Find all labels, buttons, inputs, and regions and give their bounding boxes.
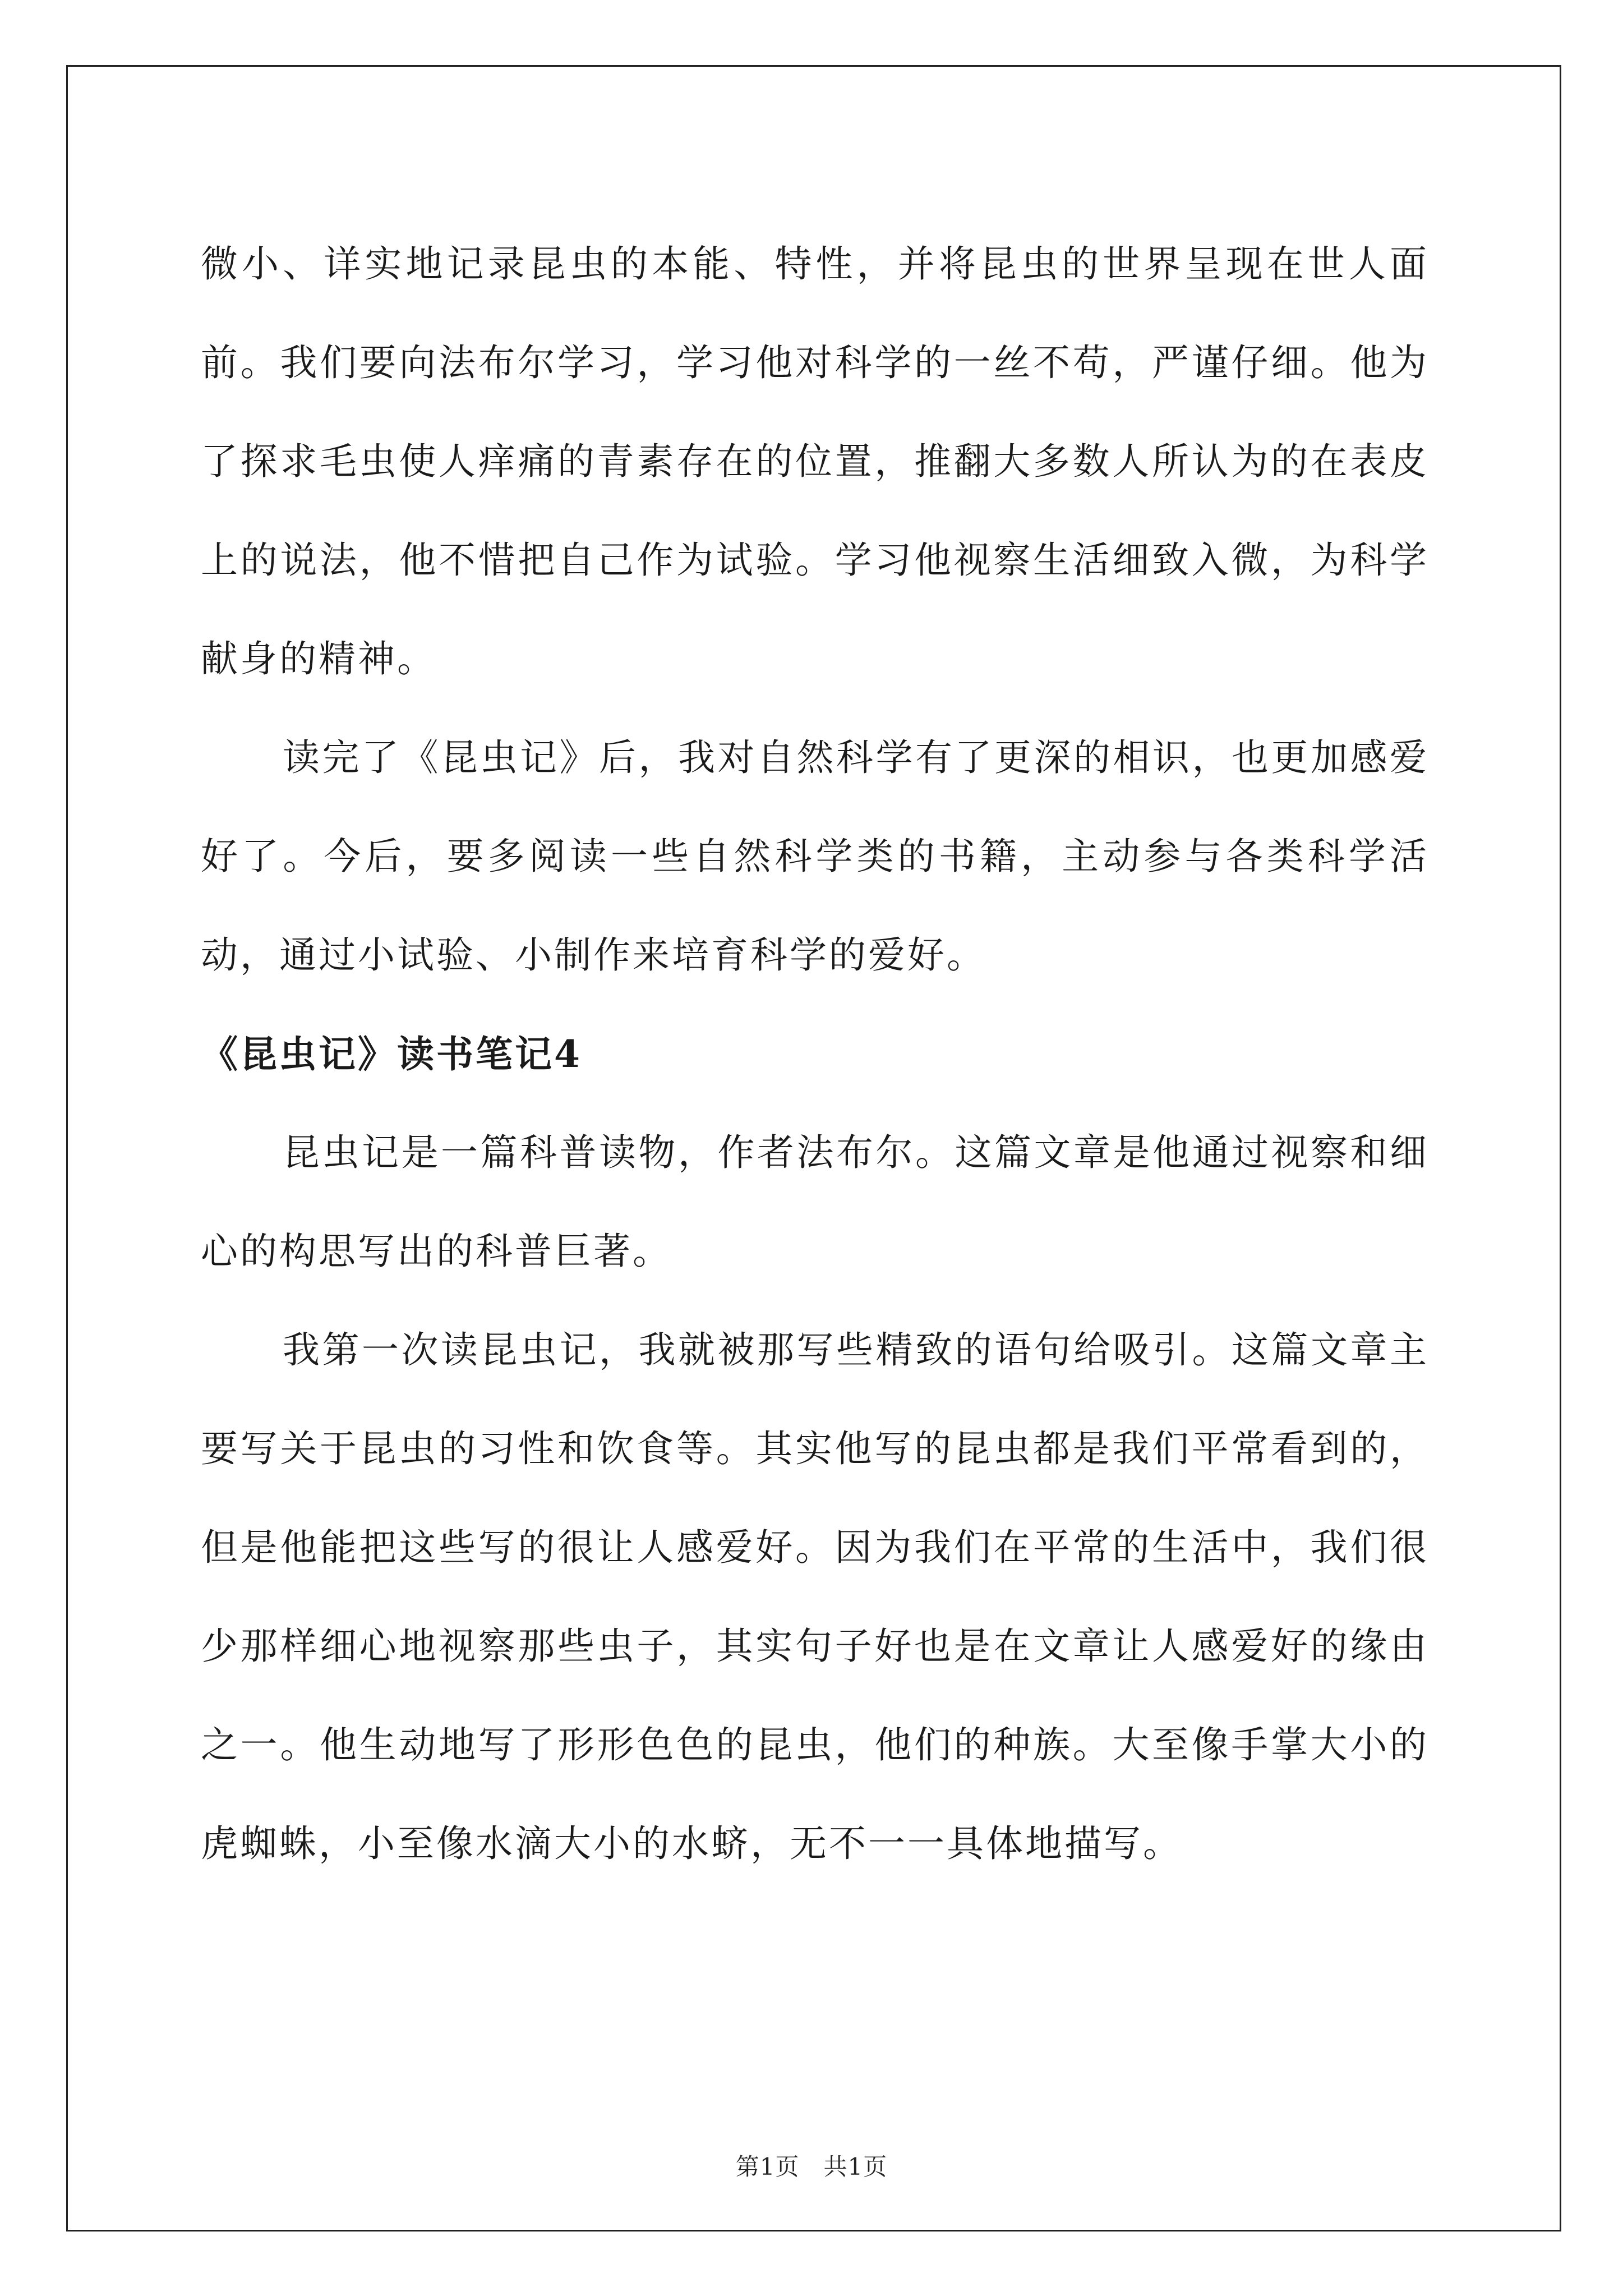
section-heading: 《昆虫记》读书笔记4 bbox=[201, 1032, 582, 1076]
page-footer: 第1页 共1页 bbox=[735, 2153, 888, 2180]
paragraph: 我第一次读昆虫记，我就被那写些精致的语句给吸引。这篇文章主要写关于昆虫的习性和饮食等。其实他写的昆虫都是我们平常看到的，但是他能把这些写的很让人感爱好。因为我们在平常的生活中，我们很少那样细心地视察那些虫子，其实句子好也是在文章让人感爱好的缘由之一。他生动地写了形形色色的昆虫，他们的种族。大至像手掌大小的虎蜘蛛，小至像水滴大小的水蛴，无不一一具体地描写。 bbox=[201, 1328, 1429, 1865]
document-body bbox=[201, 215, 1429, 1893]
paragraph: 读完了《昆虫记》后，我对自然科学有了更深的相识，也更加感爱好了。今后，要多阅读一些自然科学类的书籍，主动参与各类科学活动，通过小试验、小制作来培育科学的爱好。 bbox=[201, 736, 1429, 977]
paragraph: 昆虫记是一篇科普读物，作者法布尔。这篇文章是他通过视察和细心的构思写出的科普巨著。 bbox=[201, 1131, 1429, 1273]
paragraph: 微小、详实地记录昆虫的本能、特性，并将昆虫的世界呈现在世人面前。我们要向法布尔学习，学习他对科学的一丝不苟，严谨仔细。他为了探求毛虫使人痒痛的青素存在的位置，推翻大多数人所认为的在表皮上的说法，他不惜把自己作为试验。学习他视察生活细致入微，为科学献身的精神。 bbox=[201, 242, 1429, 680]
